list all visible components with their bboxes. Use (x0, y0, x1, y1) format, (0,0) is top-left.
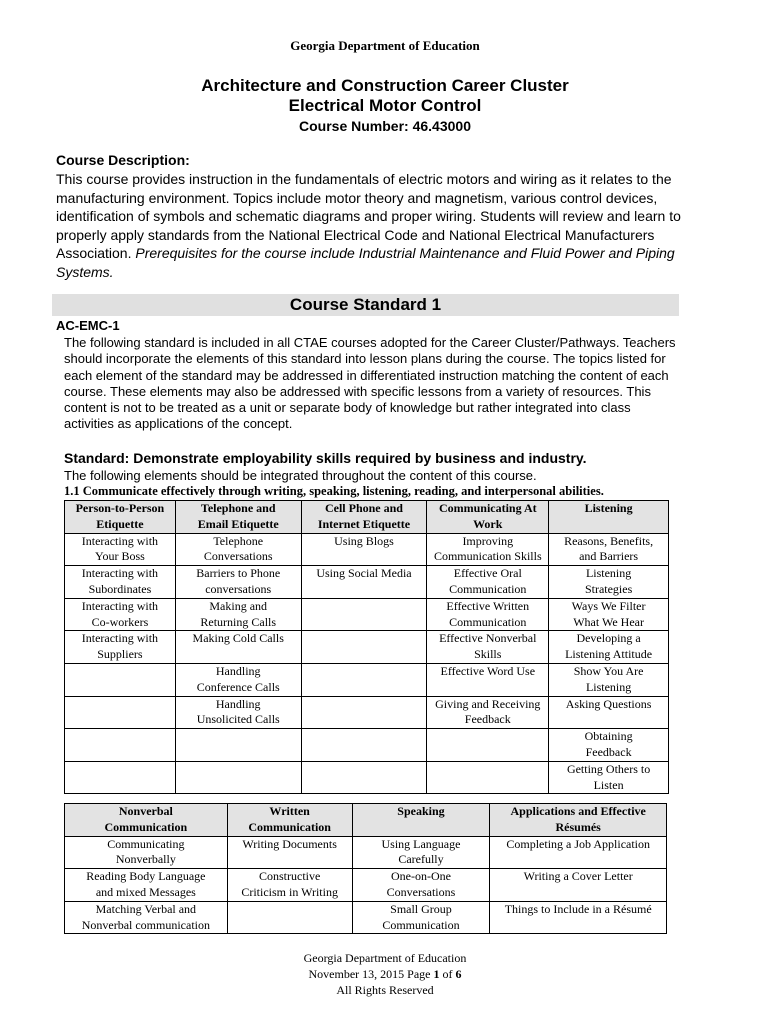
cell-line: Small Group (390, 901, 452, 916)
table-cell (490, 869, 667, 902)
description-text: This course provides instruction in the fundamentals of electric motors and wiring as it relates to the manufacturing environment. Topics include motor theory and magnetism, various control devices, identification of symbols and schematic diagrams and proper wiring. Students will review and learn to properly apply standards from the National Electrical Code and National Electrical Manufacturers Association. (56, 171, 681, 261)
table-cell (175, 598, 301, 631)
table-header-row (65, 501, 669, 534)
cell-line: Cell Phone and (324, 501, 403, 515)
cell-line: Interacting with (81, 631, 159, 646)
cell-line: Interacting with (81, 566, 159, 581)
table-cell (301, 663, 427, 696)
course-standard-bar: Course Standard 1 (52, 294, 679, 316)
table-cell (549, 598, 669, 631)
cell-line: Communication (248, 819, 331, 834)
column-header (65, 501, 176, 534)
standard-statement: Standard: Demonstrate employability skills required by business and industry. (64, 450, 587, 466)
cell-line: Writing a Cover Letter (523, 869, 633, 884)
table-cell (65, 836, 228, 869)
cell-line: Person-to-Person (75, 501, 165, 515)
table-cell (65, 598, 176, 631)
table-cell (549, 696, 669, 729)
table-cell (65, 663, 176, 696)
cell-line: Conversations (386, 884, 456, 899)
footer-page-number: 1 (433, 967, 440, 981)
table-row (65, 533, 669, 566)
table-row (65, 696, 669, 729)
cell-line: Suppliers (97, 647, 143, 662)
course-number: Course Number: 46.43000 (299, 118, 471, 134)
table-header-row (65, 804, 667, 837)
cell-line: Skills (474, 647, 502, 662)
table-cell (301, 761, 427, 794)
table-row (65, 663, 669, 696)
table-cell (549, 663, 669, 696)
table-cell (352, 901, 490, 934)
cell-line: Show You Are (573, 663, 644, 678)
table-cell (427, 663, 549, 696)
cell-line: Strategies (584, 581, 633, 596)
cell-line: Effective Written (446, 598, 530, 613)
table-row (65, 598, 669, 631)
table-cell (301, 729, 427, 762)
cell-line: Getting Others to (566, 761, 651, 776)
cell-line: Written (269, 804, 310, 818)
cell-line: Ways We Filter (571, 598, 646, 613)
cell-line: Communication (449, 614, 527, 629)
table-cell (301, 533, 427, 566)
column-header (549, 501, 669, 534)
table-cell (175, 533, 301, 566)
table-cell (65, 869, 228, 902)
table-row (65, 729, 669, 762)
prerequisites-text: Prerequisites for the course include Industrial Maintenance and Fluid Power and Piping Systems. (56, 245, 675, 280)
cell-line: Using Social Media (316, 566, 412, 581)
cell-line: Unsolicited Calls (196, 712, 280, 727)
standard-code: AC-EMC-1 (56, 318, 120, 333)
cell-line: Things to Include in a Résumé (504, 901, 652, 916)
cell-line: Giving and Receiving (435, 696, 541, 711)
cell-line: Effective Word Use (440, 663, 536, 678)
table-row (65, 631, 669, 664)
table-cell (65, 566, 176, 599)
table-cell (352, 869, 490, 902)
table-cell (549, 761, 669, 794)
cell-line: Reading Body Language (86, 869, 206, 884)
table-cell (65, 631, 176, 664)
footer-date: November 13, 2015 Page (308, 967, 434, 981)
footer (0, 950, 770, 998)
table-row (65, 761, 669, 794)
cell-line: Carefully (398, 852, 444, 867)
table-cell (301, 598, 427, 631)
cell-line: Returning Calls (200, 614, 277, 629)
cell-line: Developing a (576, 631, 641, 646)
column-header (227, 804, 352, 837)
cell-line: Matching Verbal and (95, 901, 197, 916)
table-cell (175, 631, 301, 664)
skills-table-1 (64, 500, 669, 794)
cell-line: Communication (382, 917, 460, 932)
table-row (65, 836, 667, 869)
table-row (65, 869, 667, 902)
column-header (490, 804, 667, 837)
cell-line: Communicating At (438, 501, 537, 515)
cell-line: Feedback (464, 712, 511, 727)
cell-line: Speaking (397, 804, 445, 818)
cell-line: Your Boss (95, 549, 145, 564)
header-agency: Georgia Department of Education (290, 38, 480, 53)
description-body (56, 170, 686, 281)
table-row (65, 566, 669, 599)
table-cell (427, 696, 549, 729)
table-cell (65, 533, 176, 566)
column-header (352, 804, 490, 837)
table-cell (65, 696, 176, 729)
cell-line: Etiquette (96, 516, 144, 531)
cell-line: and Barriers (579, 549, 639, 564)
cell-line: Writing Documents (242, 836, 337, 851)
standard-intro: The following standard is included in all CTAE courses adopted for the Career Cluster/Pathways. Teachers should incorporate the elements of this standard into lesson plans during the course. The topics listed for each element of the standard may be addressed in differentiated instruction matching the content of each course. These elements may also be addressed with specific lessons from a variety of resources. This content is not to be treated as a unit or separate body of knowledge but rather integrated into class activities as applications of the concept. (64, 335, 676, 432)
table-cell (175, 696, 301, 729)
description-heading: Course Description: (56, 152, 190, 168)
cell-line: Work (473, 516, 503, 531)
table-row (65, 901, 667, 934)
footer-rights: All Rights Reserved (336, 983, 434, 997)
cell-line: Listening (584, 501, 633, 515)
column-header (427, 501, 549, 534)
table-cell (175, 761, 301, 794)
cell-line: Interacting with (81, 533, 159, 548)
cell-line: Conversations (203, 549, 273, 564)
cell-line: Listening Attitude (565, 647, 653, 662)
cell-line: Applications and Effective (510, 804, 646, 818)
table-cell (175, 729, 301, 762)
footer-of: of (439, 967, 456, 981)
table-cell (549, 729, 669, 762)
table-cell (227, 836, 352, 869)
footer-agency: Georgia Department of Education (303, 951, 467, 965)
cell-line: Barriers to Phone (196, 566, 281, 581)
table-cell (427, 729, 549, 762)
table-cell (227, 869, 352, 902)
table-cell (227, 901, 352, 934)
table-cell (549, 566, 669, 599)
table-cell (301, 566, 427, 599)
cell-line: Making and (209, 598, 268, 613)
cell-line: Effective Oral (453, 566, 522, 581)
elements-note: The following elements should be integrated throughout the content of this course. (64, 468, 537, 483)
cell-line: Reasons, Benefits, (564, 533, 654, 548)
table-cell (301, 696, 427, 729)
course-title: Electrical Motor Control (288, 96, 482, 115)
cell-line: Completing a Job Application (506, 836, 651, 851)
cell-line: Conference Calls (196, 679, 280, 694)
cell-line: conversations (205, 581, 272, 596)
cluster-title: Architecture and Construction Career Cluster (201, 76, 569, 95)
footer-page-line (0, 966, 770, 982)
cell-line: Subordinates (88, 581, 152, 596)
cell-line: One-on-One (390, 869, 451, 884)
table-cell (175, 663, 301, 696)
cell-line: Nonverbally (115, 852, 176, 867)
column-header (175, 501, 301, 534)
table-cell (352, 836, 490, 869)
table-cell (490, 836, 667, 869)
cell-line: Listening (585, 566, 632, 581)
cell-line: Internet Etiquette (317, 516, 411, 531)
table-cell (175, 566, 301, 599)
cell-line: Improving (462, 533, 514, 548)
table-cell (427, 598, 549, 631)
column-header (65, 804, 228, 837)
table-cell (427, 631, 549, 664)
cell-line: Handling (215, 696, 261, 711)
cell-line: Listening (585, 679, 632, 694)
table-cell (65, 901, 228, 934)
table-cell (490, 901, 667, 934)
table-cell (427, 761, 549, 794)
table-cell (301, 631, 427, 664)
table-cell (427, 566, 549, 599)
cell-line: Feedback (585, 744, 632, 759)
cell-line: Listen (593, 777, 624, 792)
element-1-1: 1.1 Communicate effectively through writing, speaking, listening, reading, and interpersonal abilities. (64, 484, 604, 498)
cell-line: Telephone (213, 533, 264, 548)
footer-page-total: 6 (455, 967, 462, 981)
cell-line: Email Etiquette (197, 516, 279, 531)
skills-table-2 (64, 803, 667, 934)
cell-line: Obtaining (584, 729, 633, 744)
table-cell (427, 533, 549, 566)
cell-line: Communication (104, 819, 188, 834)
cell-line: Résumés (555, 819, 601, 834)
cell-line: Making Cold Calls (192, 631, 284, 646)
cell-line: Using Blogs (334, 533, 394, 548)
cell-line: Asking Questions (565, 696, 652, 711)
cell-line: and mixed Messages (95, 884, 196, 899)
title-block (0, 76, 770, 136)
cell-line: Nonverbal (118, 804, 173, 818)
cell-line: Communication Skills (433, 549, 542, 564)
cell-line: Using Language (381, 836, 461, 851)
table-cell (65, 729, 176, 762)
cell-line: Communicating (107, 836, 185, 851)
column-header (301, 501, 427, 534)
cell-line: Telephone and (200, 501, 276, 515)
cell-line: Nonverbal communication (81, 917, 210, 932)
cell-line: Communication (449, 581, 527, 596)
cell-line: Interacting with (81, 598, 159, 613)
table-cell (549, 631, 669, 664)
cell-line: Handling (215, 663, 261, 678)
table-cell (549, 533, 669, 566)
cell-line: Criticism in Writing (241, 884, 338, 899)
cell-line: Constructive (258, 869, 321, 884)
table-cell (65, 761, 176, 794)
cell-line: What We Hear (573, 614, 644, 629)
cell-line: Effective Nonverbal (439, 631, 537, 646)
cell-line: Co-workers (91, 614, 149, 629)
